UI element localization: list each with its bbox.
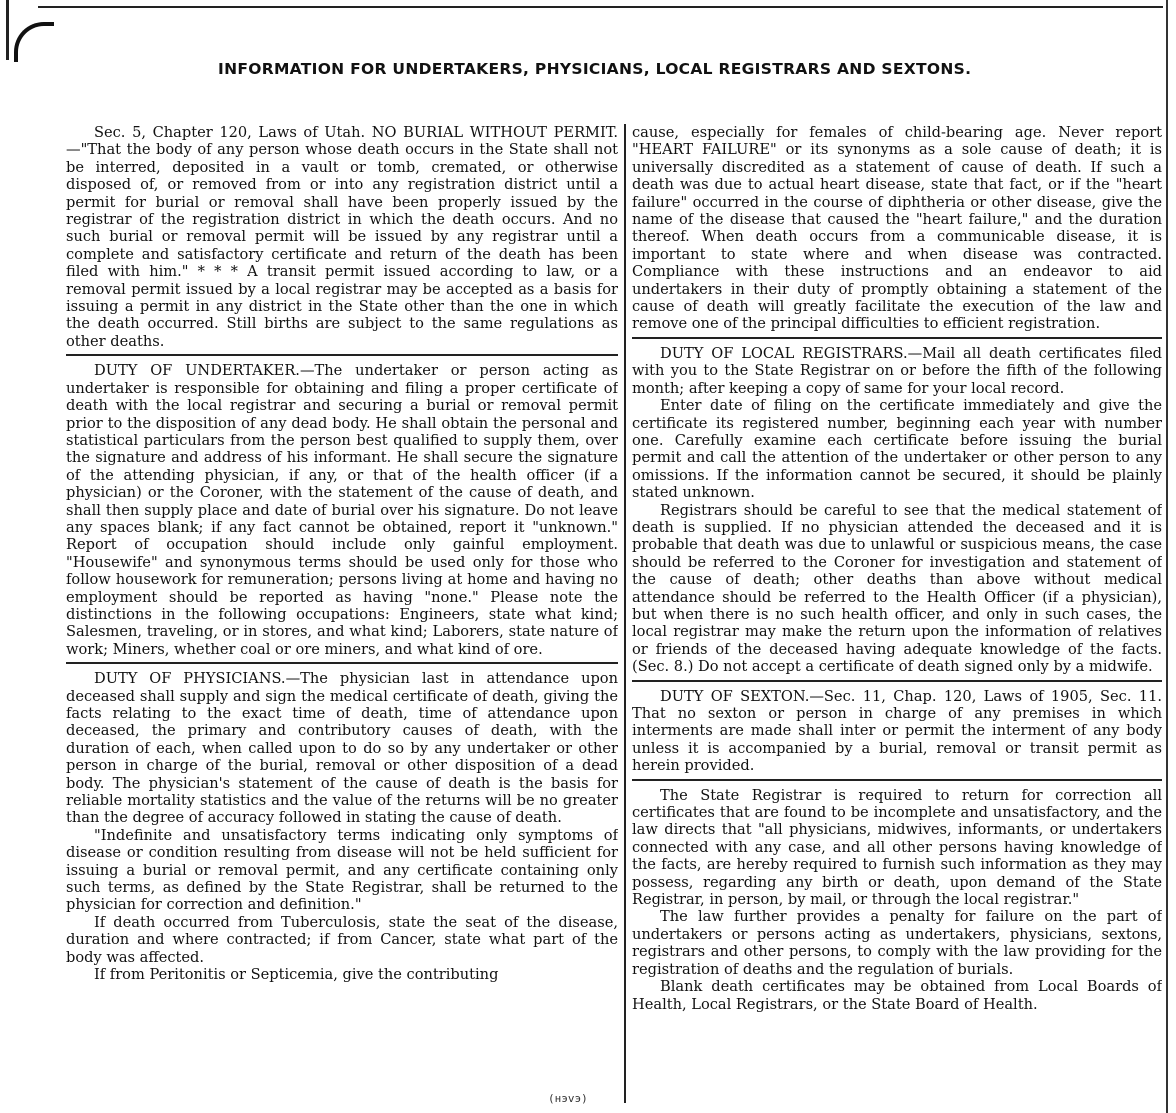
corner-scroll-ornament [14,22,54,62]
section-divider [632,779,1162,781]
section-divider [632,337,1162,339]
registrar-duty-paragraph: DUTY OF LOCAL REGISTRARS.—Mail all death certificates filed with you to the State Registrar on or before the fifth of the following month; after keeping a copy of same for your local record. [632,344,1162,397]
physician-duty-paragraph: DUTY OF PHYSICIANS.—The physician last in attendance upon deceased shall supply and sign the medical certificate of death, giving the facts relating to the exact time of death, time of attendance upon deceased, the primary and contributory causes of death, with the duration of each, when called upon to do so by any undertaker or other person in charge of the burial, removal or other disposition of a dead body. The physician's statement of the cause of death is the basis for reliable mortality statistics and the value of the returns will be no greater than the degree of accuracy followed in stating the cause of death. [66,670,618,827]
peritonitis-paragraph: If from Peritonitis or Septicemia, give the contributing [94,966,499,984]
penalty-paragraph: The law further provides a penalty for failure on the part of undertakers or persons acting as undertakers, physicians, sextons, registrars and other persons, to comply with the law providing for the registration of deaths and the regulation of burials. [632,908,1162,978]
section-divider [632,680,1162,682]
page-title: INFORMATION FOR UNDERTAKERS, PHYSICIANS, LOCAL REGISTRARS AND SEXTONS. [218,60,972,78]
left-column [66,124,618,1101]
top-border-rule [38,6,1163,8]
tuberculosis-paragraph: If death occurred from Tuberculosis, state the seat of the disease, duration and where contracted; if from Cancer, state what part of the body was affected. [66,913,618,966]
section-divider [66,662,618,664]
column-divider [624,124,626,1103]
left-border-rule [6,0,9,60]
blank-certificates-paragraph: Blank death certificates may be obtained from Local Boards of Health, Local Registrars, or the State Board of Health. [632,978,1162,1013]
right-border-rule [1166,0,1168,1113]
burial-permit-paragraph: Sec. 5, Chapter 120, Laws of Utah. NO BURIAL WITHOUT PERMIT.—"That the body of any person whose death occurs in the State shall not be interred, deposited in a vault or tomb, cremated, or otherwise disposed of, or removed from or into any registration district until a permit for burial or removal shall have been properly issued by the registrar of the registration district in which the death occurs. And no such burial or removal permit will be issued by any registrar until a complete and satisfactory certificate and return of the death has been filed with him." * * * A transit permit issued according to law, or a removal permit issued by a local registrar may be accepted as a basis for issuing a permit in any district in the State other than the one in which the death occurred. Still births are subject to the same regulations as other deaths. [66,124,618,350]
section-divider [66,354,618,356]
state-registrar-paragraph: The State Registrar is required to return for correction all certificates that are found to be incomplete and unsatisfactory, and the law directs that "all physicians, midwives, informants, or undertakers connected with any case, and all other persons having knowledge of the facts, are hereby required to furnish such information as they may possess, regarding any birth or death, upon demand of the State Registrar, in person, by mail, or through the local registrar." [632,786,1162,909]
undertaker-duty-paragraph: DUTY OF UNDERTAKER.—The undertaker or person acting as undertaker is responsible for obtaining and filing a proper certificate of death with the local registrar and securing a burial or removal permit prior to the disposition of any dead body. He shall obtain the personal and statistical particulars from the person best qualified to supply them, over the signature and address of his informant. He shall secure the signature of the attending physician, if any, or that of the health officer (if a physician) or the Coroner, with the statement of the cause of death, and shall then supply place and date of burial over his signature. Do not leave any spaces blank; if any fact cannot be obtained, report it "unknown." Report of occupation should include only gainful employment. "Housewife" and synonymous terms should be used only for those who follow housework for remuneration; persons living at home and having no employment should be reported as having "none." Please note the distinctions in the following occupations: Engineers, state what kind; Salesmen, traveling, or in stores, and what kind; Laborers, state nature of work; Miners, whether coal or ore miners, and what kind of ore. [66,362,618,658]
footer-mark: (нэvэ) [548,1092,588,1105]
medical-statement-paragraph: Registrars should be careful to see that the medical statement of death is supplied. If no physician attended the deceased and it is probable that death was due to unlawful or suspicious means, the case should be referred to the Coroner for investigation and statement of the cause of death; other deaths than above without medical attendance should be referred to the Health Officer (if a physician), but when there is no such health officer, and only in such cases, the local registrar may make the return upon the information of relatives or friends of the deceased having adequate knowledge of the facts. (Sec. 8.) Do not accept a certificate of death signed only by a midwife. [632,501,1162,676]
heart-failure-paragraph: cause, especially for females of child-bearing age. Never report "HEART FAILURE" or its synonyms as a sole cause of death; it is universally discredited as a statement of cause of death. If such a death was due to actual heart disease, state that fact, or if the "heart failure" occurred in the course of diphtheria or other disease, give the name of the disease that caused the "heart failure," and the duration thereof. When death occurs from a communicable disease, it is important to state where and when disease was contracted. Compliance with these instructions and an endeavor to aid undertakers in their duty of promptly obtaining a statement of the cause of death will greatly facilitate the execution of the law and remove one of the principal difficulties to efficient registration. [632,124,1162,333]
right-column [632,124,1162,1101]
indefinite-terms-paragraph: "Indefinite and unsatisfactory terms indicating only symptoms of disease or condition resulting from disease will not be held sufficient for issuing a burial or removal permit, and any certificate containing only such terms, as defined by the State Registrar, shall be returned to the physician for correction and definition." [66,826,618,914]
sexton-duty-paragraph: DUTY OF SEXTON.—Sec. 11, Chap. 120, Laws of 1905, Sec. 11. That no sexton or person in charge of any premises in which interments are made shall inter or permit the interment of any body unless it is accompanied by a burial, removal or transit permit as herein provided. [632,687,1162,775]
filing-date-paragraph: Enter date of filing on the certificate immediately and give the certificate its registered number, beginning each year with number one. Carefully examine each certificate before issuing the burial permit and call the attention of the undertaker or other person to any omissions. If the information cannot be secured, it should be plainly stated unknown. [632,397,1162,502]
